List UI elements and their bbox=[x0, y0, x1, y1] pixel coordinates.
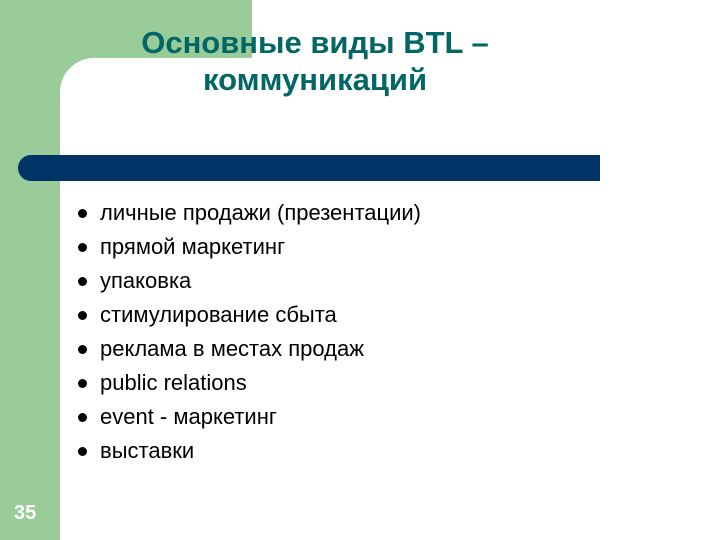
bullet-text: прямой маркетинг bbox=[100, 234, 286, 259]
bullet-text: выставки bbox=[100, 438, 195, 463]
slide-title-line-1: Основные виды BTL – bbox=[141, 25, 489, 60]
bullet-text: упаковка bbox=[100, 268, 192, 293]
bullet-dot-icon bbox=[78, 277, 87, 286]
page-number: 35 bbox=[14, 502, 37, 524]
bullet-dot-icon bbox=[78, 209, 87, 218]
bullet-dot-icon bbox=[78, 243, 87, 252]
bullet-text: event - маркетинг bbox=[100, 404, 277, 429]
bullet-text: личные продажи (презентации) bbox=[100, 200, 422, 225]
bullet-item-direct-marketing bbox=[78, 230, 421, 264]
bullet-item-public-relations bbox=[78, 366, 421, 400]
bullet-item-exhibitions bbox=[78, 434, 421, 468]
bullet-list bbox=[78, 196, 421, 468]
bullet-item-packaging bbox=[78, 264, 421, 298]
title-divider-bar bbox=[18, 155, 600, 181]
bullet-text: стимулирование сбыта bbox=[100, 302, 337, 327]
bullet-item-sales-promotion bbox=[78, 298, 421, 332]
bullet-text: реклама в местах продаж bbox=[100, 336, 364, 361]
slide-title-line-2: коммуникаций bbox=[202, 62, 428, 97]
bullet-item-personal-sales bbox=[78, 196, 421, 230]
bullet-item-point-of-sale-advertising bbox=[78, 332, 421, 366]
bullet-text: public relations bbox=[100, 370, 247, 395]
bullet-dot-icon bbox=[78, 379, 87, 388]
slide-title bbox=[80, 24, 550, 98]
bullet-dot-icon bbox=[78, 311, 87, 320]
bullet-dot-icon bbox=[78, 345, 87, 354]
bullet-dot-icon bbox=[78, 447, 87, 456]
bullet-dot-icon bbox=[78, 413, 87, 422]
bullet-item-event-marketing bbox=[78, 400, 421, 434]
